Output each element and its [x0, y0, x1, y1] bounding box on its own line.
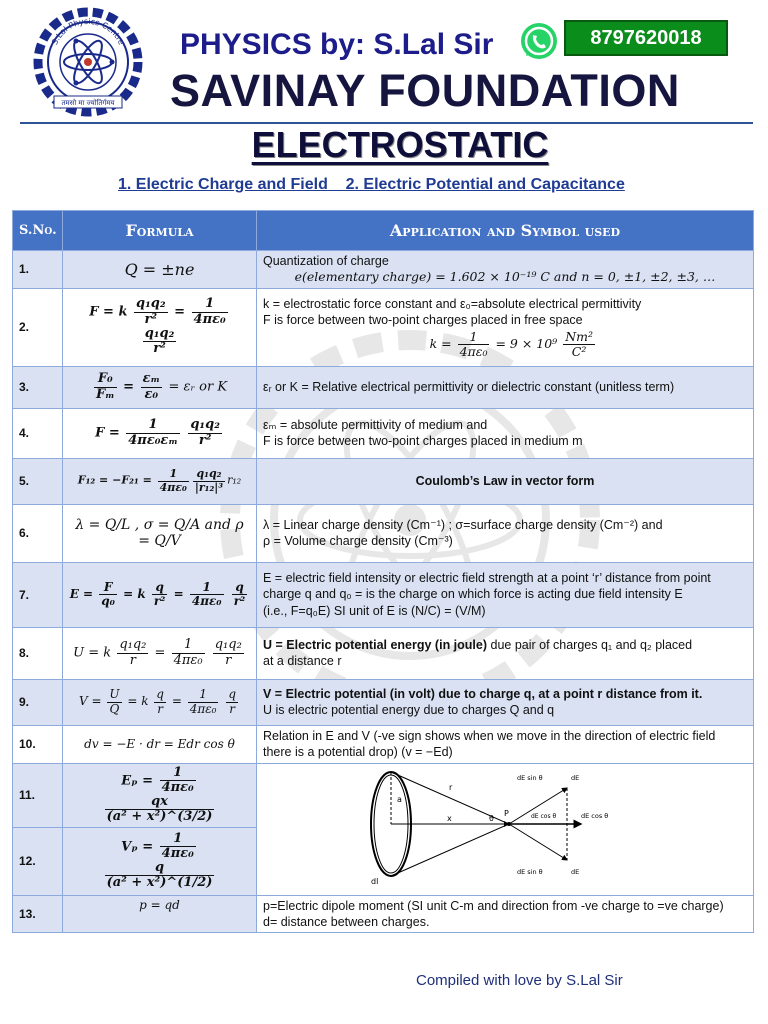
formula-part: E =: [69, 587, 94, 601]
phone-number-badge: 8797620018: [564, 20, 728, 56]
app-bold: U = Electric potential energy (in joule): [263, 637, 488, 652]
formula-part: =: [123, 379, 135, 395]
formula-part: r: [129, 652, 136, 668]
formula-part: =: [171, 694, 182, 709]
row-formula: p = qd: [63, 895, 257, 933]
table-row: [13, 679, 754, 725]
row-sno: 8.: [13, 627, 63, 679]
app-line: there is a potential drop) (v = −Ed): [263, 745, 453, 759]
diagram-label-x: x: [447, 813, 452, 823]
row-formula: [63, 679, 257, 725]
table-row: [13, 895, 754, 933]
row-application: [257, 288, 754, 366]
formula-part: F₀: [94, 372, 117, 387]
field-diagram-cell: [257, 763, 754, 895]
formula-part: r²: [153, 594, 166, 608]
table-row: [13, 725, 754, 763]
row-application: [257, 458, 754, 504]
formula-part: 1: [160, 766, 196, 781]
formula-part: q₁q₂: [190, 417, 220, 433]
diagram-label-theta: θ: [489, 813, 494, 823]
brand-main-line: SAVINAY FOUNDATION: [170, 65, 680, 116]
formula-part: q: [156, 687, 164, 702]
formula-part: =: [154, 645, 166, 661]
app-line: charge q and q₀ = is the charge on which force is acting due field intensity E: [263, 587, 683, 602]
diagram-label-de-cos-right: dE cos θ: [581, 811, 609, 820]
formula-part: V =: [79, 694, 102, 709]
table-row: [13, 562, 754, 627]
formula-part: = εᵣ or K: [168, 379, 228, 395]
app-line: at a distance r: [263, 654, 342, 668]
diagram-label-r: r: [449, 782, 453, 792]
app-line: Quantization of charge: [263, 254, 389, 268]
app-line: d= distance between charges.: [263, 914, 430, 929]
formula-part: (a² + x²)^(3/2): [106, 809, 213, 825]
table-row: [13, 408, 754, 458]
formula-part: εₘ: [142, 371, 160, 387]
table-row: [13, 458, 754, 504]
formula-part: r²: [198, 432, 212, 448]
app-line: Relation in E and V (-ve sign shows when we move in the direction of electric field: [263, 728, 716, 743]
row-application: [257, 627, 754, 679]
page-title: ELECTROSTATIC: [251, 124, 549, 165]
row-formula: [63, 827, 257, 895]
ring-field-diagram: [359, 766, 619, 886]
formula-part: 4πε₀: [193, 311, 226, 327]
header-formula: Formula: [63, 211, 257, 251]
formula-part: r²: [153, 341, 166, 357]
formula-part: 4πε₀: [189, 701, 217, 716]
row-formula: Q = ±ne: [63, 251, 257, 289]
diagram-label-p: P: [504, 808, 509, 818]
app-line: E = electric field intensity or electric field strength at a point ‘r’ distance from point: [263, 571, 711, 586]
app-line: F is force between two-point charges placed in medium m: [263, 434, 583, 448]
app-line: εᵣ or K = Relative electrical permittivity or dielectric constant (unitless term): [263, 379, 675, 394]
header-application: Application and Symbol used: [257, 211, 754, 251]
table-header-row: [13, 211, 754, 251]
formula-part: F = k: [89, 304, 128, 320]
row-sno: 12.: [13, 827, 63, 895]
diagram-label-dl: dl: [371, 876, 379, 886]
app-line: (i.e., F=q₀E) SI unit of E is (N/C) = (V/M): [263, 603, 486, 618]
diagram-label-de-top: dE: [571, 773, 580, 782]
app-line: e(elementary charge) = 1.602 × 10⁻¹⁹ C and n = 0, ±1, ±2, ±3, …: [294, 269, 716, 285]
formula-part: q₁q₂: [119, 637, 147, 653]
formula-part: Eₚ =: [121, 772, 154, 788]
app-rest: due to charge q, at a point r distance from it.: [434, 686, 703, 701]
page-subtitle: 1. Electric Charge and Field 2. Electric Potential and Capacitance: [118, 176, 625, 193]
row-application: [257, 562, 754, 627]
formula-part: (a² + x²)^(1/2): [106, 875, 213, 891]
diagram-label-de-sin-top: dE sin θ: [517, 773, 543, 782]
row-formula: [63, 763, 257, 827]
formula-part: 4πε₀: [191, 594, 222, 608]
table-row: [13, 251, 754, 289]
formula-part: q: [152, 581, 168, 595]
formula-part: 4πε₀: [161, 845, 194, 861]
row-application: [257, 366, 754, 408]
formula-part: F₁₂ = −F₂₁ =: [77, 474, 152, 487]
row-formula: [63, 562, 257, 627]
row-formula: [63, 627, 257, 679]
app-line: k = electrostatic force constant and ε₀=absolute electrical permittivity: [263, 296, 642, 311]
app-line: U is electric potential energy due to charges Q and q: [263, 703, 555, 717]
app-line: ρ = Volume charge density (Cm⁻³): [263, 534, 453, 548]
formula-part: r: [225, 652, 232, 668]
row-application: [257, 679, 754, 725]
formula-table: [12, 210, 754, 933]
formula-part: 1: [188, 688, 219, 702]
diagram-label-de-bottom: dE: [571, 867, 580, 876]
row-sno: 1.: [13, 251, 63, 289]
formula-part: q₁q₂: [144, 326, 175, 341]
app-rest: due pair of charges q₁ and q₂ placed: [487, 637, 693, 652]
row-application: [257, 725, 754, 763]
app-line: Coulomb’s Law in vector form: [415, 473, 595, 488]
app-bold: V = Electric potential (in volt): [263, 686, 435, 701]
formula-part: =: [174, 304, 186, 320]
formula-part: r: [229, 701, 236, 716]
formula-part: 1: [192, 297, 228, 312]
row-formula: [63, 458, 257, 504]
formula-part: Vₚ =: [121, 838, 154, 854]
formula-part: Q: [109, 701, 120, 716]
formula-part: Fₘ: [95, 386, 115, 402]
row-sno: 3.: [13, 366, 63, 408]
formula-part: q: [228, 687, 236, 702]
formula-part: 4πε₀: [459, 343, 488, 359]
row-sno: 11.: [13, 763, 63, 827]
formula-part: qx: [105, 795, 215, 810]
row-sno: 4.: [13, 408, 63, 458]
row-sno: 9.: [13, 679, 63, 725]
formula-part: q: [232, 581, 248, 595]
table-row: [13, 763, 754, 827]
row-application: [257, 251, 754, 289]
formula-part: F =: [95, 425, 120, 441]
app-line: p=Electric dipole moment (SI unit C-m and direction from -ve charge to =ve charge): [263, 898, 724, 913]
formula-part: 4πε₀: [161, 779, 194, 795]
logo-text-bottom: तमसो मा ज्योतिर्गमय: [61, 99, 115, 107]
formula-part: 4πε₀εₘ: [128, 432, 178, 448]
row-sno: 7.: [13, 562, 63, 627]
row-formula: [63, 288, 257, 366]
formula-part: 1: [126, 418, 180, 433]
formula-part: q: [105, 861, 215, 876]
formula-part: r²: [144, 311, 158, 327]
row-sno: 10.: [13, 725, 63, 763]
formula-part: 1: [190, 581, 224, 595]
formula-part: U: [109, 687, 120, 702]
formula-part: q₁q₂: [136, 296, 166, 312]
row-sno: 2.: [13, 288, 63, 366]
formula-part: r: [157, 701, 164, 716]
table-row: [13, 504, 754, 562]
logo-text-top: S.Lal Physics Centre: [50, 16, 126, 47]
row-formula: dv = −E · dr = Edr cos θ: [63, 725, 257, 763]
table-row: [13, 288, 754, 366]
formula-part: 1: [160, 832, 196, 847]
formula-part: U = k: [73, 645, 112, 661]
app-line: F is force between two-point charges placed in free space: [263, 312, 583, 327]
formula-part: 1: [458, 330, 490, 345]
footer-credit: Compiled with love by S.Lal Sir: [416, 972, 623, 989]
app-line: [263, 637, 747, 653]
formula-part: ε₀: [144, 386, 159, 402]
formula-part: r²: [233, 594, 246, 608]
row-application: [257, 895, 754, 933]
diagram-label-de-cos-mid: dE cos θ: [531, 812, 557, 820]
formula-part: q₁q₂: [214, 637, 242, 653]
table-row: [13, 627, 754, 679]
table-row: [13, 366, 754, 408]
formula-part: 4πε₀: [159, 480, 187, 494]
whatsapp-icon: [518, 20, 560, 62]
formula-part: q₀: [101, 594, 115, 608]
formula-part: Nm²: [565, 329, 593, 344]
diagram-label-a: a: [397, 794, 402, 804]
formula-part: 4πε₀: [173, 652, 203, 668]
formula-part: = 9 × 10⁹: [495, 335, 558, 351]
formula-part: q₁q₂: [193, 468, 225, 481]
formula-part: |r₁₂|³: [194, 480, 224, 494]
row-formula: [63, 366, 257, 408]
header-sno: S.No.: [13, 211, 63, 251]
row-sno: 13.: [13, 895, 63, 933]
formula-part: r₁₂: [227, 474, 242, 487]
row-application: [257, 504, 754, 562]
savinay-logo: [14, 6, 162, 118]
formula-part: k =: [429, 335, 452, 351]
formula-part: =: [173, 587, 184, 601]
row-sno: 5.: [13, 458, 63, 504]
app-line: λ = Linear charge density (Cm⁻¹) ; σ=surface charge density (Cm⁻²) and: [263, 517, 663, 532]
formula-part: 1: [158, 468, 189, 481]
formula-part: 1: [172, 638, 205, 653]
formula-part: F: [99, 581, 117, 595]
formula-part: C²: [571, 343, 587, 359]
row-application: [257, 408, 754, 458]
row-sno: 6.: [13, 504, 63, 562]
formula-part: = k: [123, 587, 146, 601]
diagram-label-de-sin-bottom: dE sin θ: [517, 867, 543, 876]
brand-top-line: PHYSICS by: S.Lal Sir: [180, 28, 494, 61]
row-formula: [63, 408, 257, 458]
formula-part: = k: [127, 694, 149, 709]
app-line: εₘ = absolute permittivity of medium and: [263, 417, 488, 432]
app-k-formula: [263, 330, 747, 359]
row-formula: λ = Q/L , σ = Q/A and ρ = Q/V: [63, 504, 257, 562]
app-line: [263, 686, 747, 702]
